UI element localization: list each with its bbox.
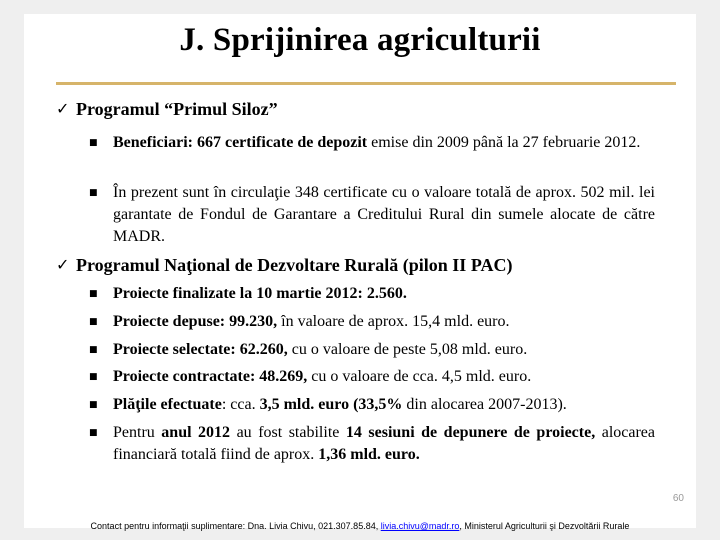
checkmark-icon: ✓ <box>56 255 70 274</box>
square-bullet-icon: ■ <box>89 317 98 327</box>
item-bold-text: 14 sesiuni de depunere de proiecte, <box>345 424 596 441</box>
list-item <box>89 366 655 388</box>
square-bullet-icon: ■ <box>89 400 98 410</box>
item-text: Pentru <box>113 424 162 441</box>
list-item <box>89 339 655 361</box>
item-bold-text: anul 2012 <box>161 424 231 441</box>
email-link[interactable]: livia.chivu@madr.ro <box>380 521 460 531</box>
list-item <box>89 132 655 154</box>
list-item <box>89 394 655 416</box>
item-bold-text: 1,36 mld. euro. <box>318 446 420 463</box>
item-text: cu o valoare de cca. 4,5 mld. euro. <box>307 368 532 385</box>
section-heading-text: Programul Naţional de Dezvoltare Rurală (pilon II PAC) <box>76 255 513 275</box>
checkmark-icon: ✓ <box>56 99 70 118</box>
square-bullet-icon: ■ <box>89 289 98 299</box>
list-item <box>89 182 655 248</box>
footer-prefix: Contact pentru informaţii suplimentare: Dna. Livia Chivu, 021.307.85.84, <box>90 521 381 531</box>
page-number: 60 <box>672 493 684 504</box>
item-text: din alocarea 2007-2013). <box>402 396 567 413</box>
item-bold-text: Proiecte finalizate la 10 martie 2012: 2.560. <box>113 285 407 302</box>
item-bold-text: 3,5 mld. euro (33,5% <box>259 396 403 413</box>
item-text: În prezent sunt în circulaţie 348 certificate cu o valoare totală de aprox. 502 mil. lei garantate de Fondul de Garantare a Creditului Rural din sumele alocate de către MADR. <box>113 184 655 245</box>
item-bold-text: Beneficiari: 667 certificate de depozit <box>113 134 368 151</box>
item-text: : cca. <box>221 396 260 413</box>
list-item <box>89 422 656 466</box>
item-text: emise din 2009 până la 27 februarie 2012. <box>367 134 641 151</box>
item-text: au fost stabilite <box>230 424 346 441</box>
section-heading-pndr <box>56 255 513 276</box>
section-heading-text: Programul “Primul Siloz” <box>76 99 278 119</box>
list-item <box>89 311 655 333</box>
item-bold-text: Proiecte selectate: 62.260, <box>113 341 288 358</box>
footer-contact <box>0 521 720 531</box>
section-heading-primul-siloz <box>56 99 278 120</box>
item-text: în valoare de aprox. 15,4 mld. euro. <box>277 313 510 330</box>
square-bullet-icon: ■ <box>89 345 98 355</box>
item-text: alocarea financiară totală fiind de aprox. <box>113 424 656 463</box>
item-bold-text: Plăţile efectuate <box>113 396 222 413</box>
footer-suffix: , Ministerul Agriculturii şi Dezvoltării Rurale <box>459 521 630 531</box>
title-divider <box>56 82 676 85</box>
item-bold-text: Proiecte contractate: 48.269, <box>113 368 308 385</box>
square-bullet-icon: ■ <box>89 138 98 148</box>
item-bold-text: Proiecte depuse: 99.230, <box>113 313 278 330</box>
square-bullet-icon: ■ <box>89 372 98 382</box>
list-item <box>89 283 655 305</box>
item-text: cu o valoare de peste 5,08 mld. euro. <box>287 341 528 358</box>
page-title: J. Sprijinirea agriculturii <box>179 22 541 58</box>
square-bullet-icon: ■ <box>89 188 98 198</box>
square-bullet-icon: ■ <box>89 428 98 438</box>
